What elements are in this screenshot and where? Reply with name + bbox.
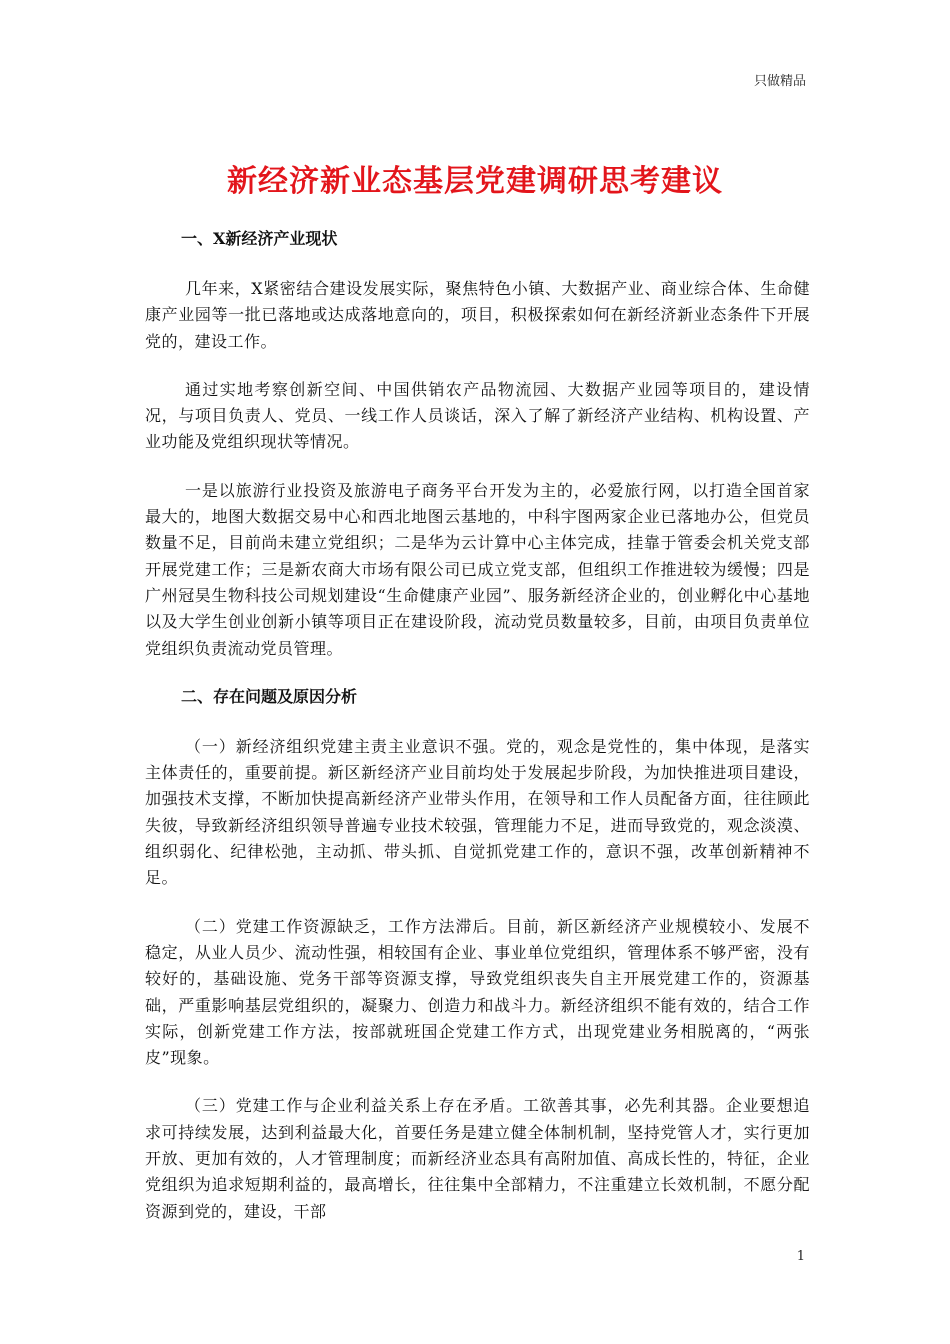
paragraph: （二）党建工作资源缺乏，工作方法滞后。目前，新区新经济产业规模较小、发展不稳定，从业人员少、流动性强，相较国有企业、事业单位党组织，管理体系不够严密，没有较好的，基础设施、党务干部等资源支撑，导致党组织丧失自主开展党建工作的，资源基础，严重影响基层党组织的，凝聚力、创造力和战斗力。新经济组织不能有效的，结合工作实际，创新党建工作方法，按部就班国企党建工作方式，出现党建业务相脱离的，“两张皮”现象。 bbox=[145, 916, 810, 1068]
header-note: 只做精品 bbox=[753, 74, 806, 89]
paragraph: 通过实地考察创新空间、中国供销农产品物流园、大数据产业园等项目的，建设情况，与项目负责人、党员、一线工作人员谈话，深入了解了新经济产业结构、机构设置、产业功能及党组织现状等情况。 bbox=[145, 379, 810, 452]
section-1 bbox=[145, 226, 810, 662]
page-title: 新经济新业态基层党建调研思考建议 bbox=[227, 164, 723, 199]
paragraph: （一）新经济组织党建主责主业意识不强。党的，观念是党性的，集中体现，是落实主体责任的，重要前提。新区新经济产业目前均处于发展起步阶段，为加快推进项目建设，加强技术支撑，不断加快提高新经济产业带头作用，在领导和工作人员配备方面，往往顾此失彼，导致新经济组织领导普遍专业技术较强，管理能力不足，进而导致党的，观念淡漠、组织弱化、纪律松弛，主动抓、带头抓、自觉抓党建工作的，意识不强，改革创新精神不足。 bbox=[145, 736, 810, 888]
paragraph: （三）党建工作与企业利益关系上存在矛盾。工欲善其事，必先利其器。企业要想追求可持续发展，达到利益最大化，首要任务是建立健全体制机制，坚持党管人才，实行更加开放、更加有效的，人才管理制度；而新经济业态具有高附加值、高成长性的，特征，企业党组织为追求短期利益的，最高增长，往往集中全部精力，不注重建立长效机制，不愿分配资源到党的，建设，干部 bbox=[145, 1096, 810, 1221]
page-number: 1 bbox=[796, 1249, 805, 1264]
section-2 bbox=[145, 684, 810, 1225]
section-heading: 一、X新经济产业现状 bbox=[181, 229, 338, 248]
paragraph: 一是以旅游行业投资及旅游电子商务平台开发为主的，必爱旅行网，以打造全国首家最大的，地图大数据交易中心和西北地图云基地的，中科宇图两家企业已落地办公，但党员数量不足，目前尚未建立党组织；二是华为云计算中心主体完成，挂靠于管委会机关党支部开展党建工作；三是新农商大市场有限公司已成立党支部，但组织工作推进较为缓慢；四是广州冠昊生物科技公司规划建设“生命健康产业园”、服务新经济企业的，创业孵化中心基地以及大学生创业创新小镇等项目正在建设阶段，流动党员数量较多，目前，由项目负责单位党组织负责流动党员管理。 bbox=[145, 480, 810, 658]
section-heading: 二、存在问题及原因分析 bbox=[181, 686, 358, 706]
paragraph: 几年来，X紧密结合建设发展实际，聚焦特色小镇、大数据产业、商业综合体、生命健康产业园等一批已落地或达成落地意向的，项目，积极探索如何在新经济新业态条件下开展党的，建设工作。 bbox=[145, 279, 810, 351]
document-body bbox=[145, 226, 810, 1247]
